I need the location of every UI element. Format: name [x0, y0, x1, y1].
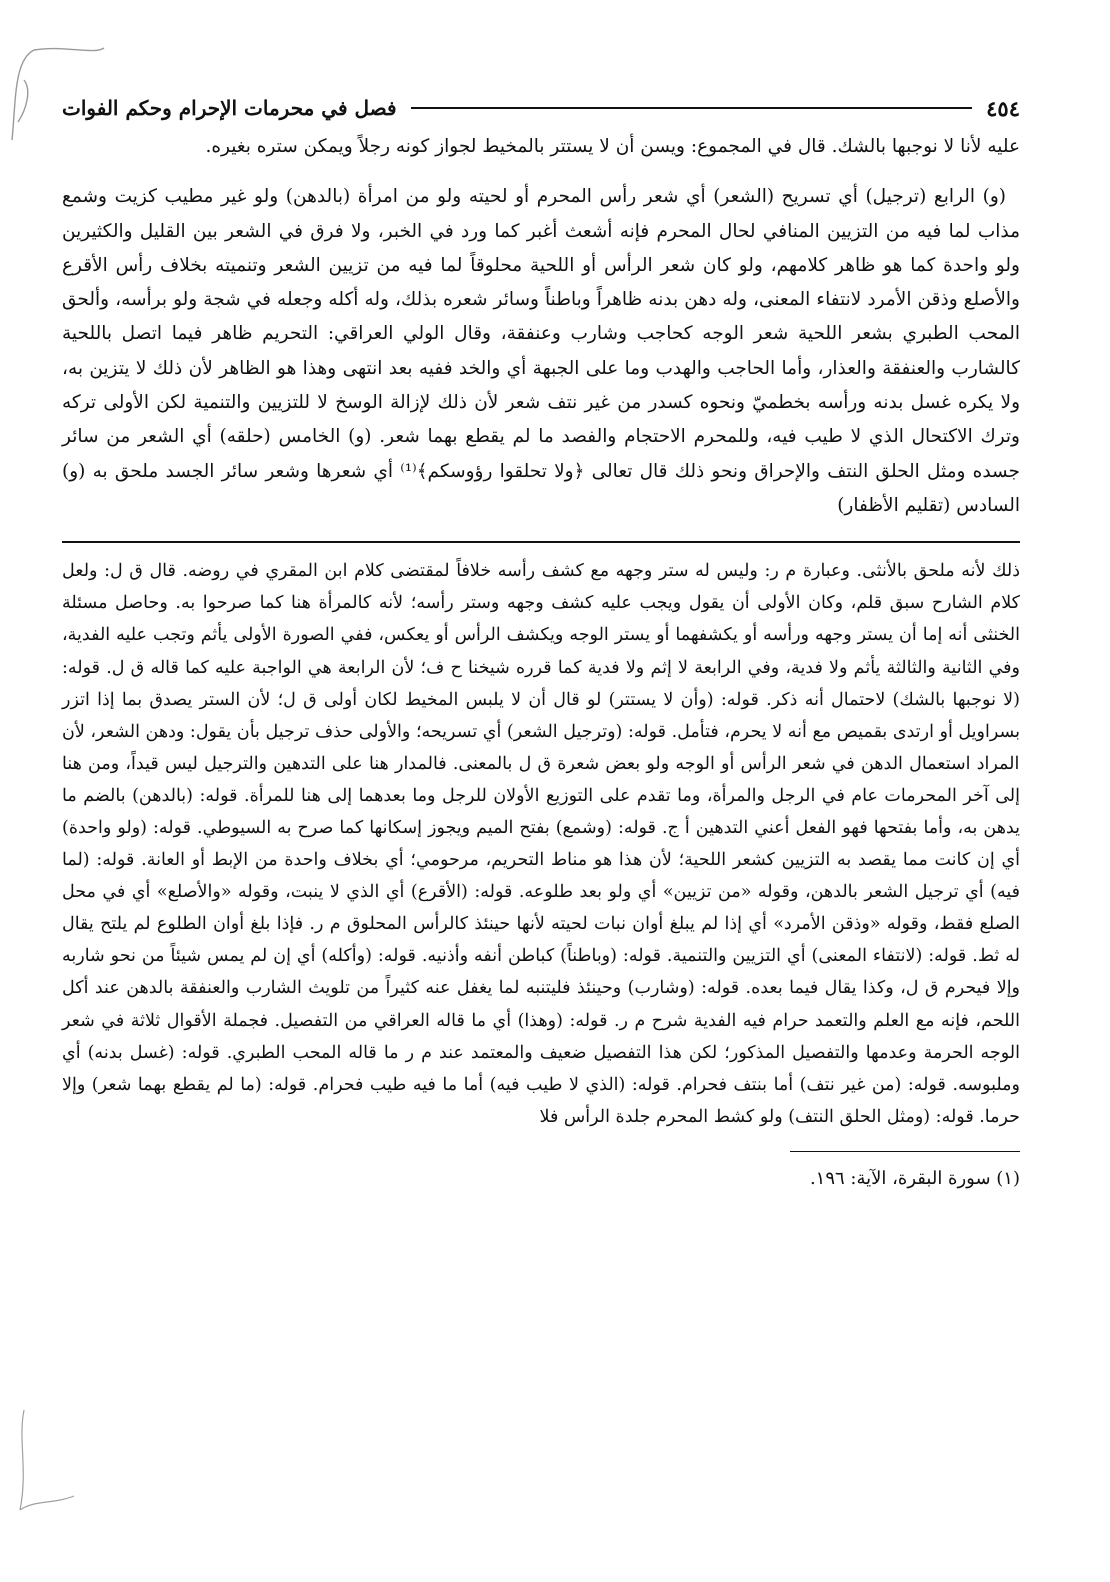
commentary-notes: [62, 555, 1020, 1133]
main-line: ونحو ذلك قال تعالى ﴿ولا تحلقوا رؤوسكم﴾⁽¹⁾ أي شعرها وشعر سائر الجسد ملحق به (و) السادس (تقليم الأظفار): [62, 460, 1020, 516]
page: [62, 92, 1020, 1194]
note-line: لم يبلغ أوان نبات لحيته لأنها حينئذ كالرأس المحلوق م ر. فإذا بلغ أوان الطلوع لم يلتح يقال له ثط. قوله: (لانتفاء: [62, 914, 1020, 967]
note-line: (بالدهن) بالضم ما يدهن به، وأما بفتحها فهو الفعل أعني التدهين أ ج. قوله: (وشمع) بفتح الميم ويجوز إسكانها كما: [62, 785, 1021, 839]
note-line: ففي الصورة الأولى يأثم وتجب عليه الفدية، وفي الثانية والثالثة يأثم ولا فدية، وفي الرابعة لا إثم ولا فدية كما قرره: [62, 625, 1020, 678]
note-line: شيخنا ح ف؛ لأن الرابعة هي الواجبة عليه كما قاله ق ل. قوله: (لا نوجبها بالشك) لاحتمال أنه ذكر. قوله: (وأن لا: [62, 657, 1020, 710]
note-line: الدهن في شعر الرأس أو الوجه ولو بعض شعرة ق ل بالمعنى. فالمدار هنا على التدهين والترجيل ليس قيداً، ومن هنا: [62, 753, 903, 774]
footnote: (١) سورة البقرة، الآية: ١٩٦.: [809, 1167, 1020, 1189]
main-line: بين القليل والكثيرين ولو واحدة كما هو ظاهر كلامهم، ولو كان شعر الرأس أو اللحية محلوقاً لما فيه من تزيين الشعر: [62, 220, 1020, 276]
note-line: فيحرم ق ل، وكذا يقال فيما بعده. قوله: (وشارب) وحينئذ فليتنبه لما يغفل عنه كثيراً من تلويث الشارب والعنفقة بالدهن: [119, 978, 991, 999]
running-header: [62, 92, 1020, 124]
note-line: قال ق ل: ولعل كلام الشارح سبق قلم، وكان الأولى أن يقول ويجب عليه كشف وجهه وستر رأسه؛ لأنه كالمرأة هنا كما: [62, 561, 1020, 614]
note-line: يحرم، فتأمل. قوله: (وترجيل الشعر) أي تسريحه؛ والأولى حذف ترجيل بأن يقول: ودهن الشعر، لأن المراد استعمال: [62, 721, 1020, 774]
note-line: ذلك لأنه ملحق بالأنثى. وعبارة م ر: وليس له ستر وجهه مع كشف رأسه خلافاً لمقتضى كلام ابن المقري في روضه.: [175, 561, 1020, 582]
main-line: الاحتجام والفصد ما لم يقطع بهما شعر. (و) الخامس (حلقه) أي الشعر من سائر جسده ومثل الحلق النتف والإحراق: [62, 426, 1020, 482]
header-rule: [411, 107, 973, 109]
main-line: أي والخد ففيه بعد انتهى وهذا هو الظاهر لأن ذلك لا يتزين به، ولا يكره غسل بدنه ورأسه بخطميّ ونحوه كسدر من: [62, 357, 1020, 414]
note-line: صرحوا به. وحاصل مسئلة الخنثى أنه إما أن يستر وجهه ورأسه أو يكشفهما أو يستر الوجه ويكشف الرأس أو يعكس،: [62, 593, 1020, 646]
main-line: وتنميته بخلاف رأس الأقرع والأصلع وذقن الأمرد لانتفاء المعنى، وله دهن بدنه ظاهراً وباطناً وسائر شعره بذلك،: [62, 254, 1020, 311]
note-line: إلى آخر المحرمات عام في الرجل والمرأة، وما تقدم على التوزيع الأولان للرجل وما بعدهما إلى هنا للمرأة. قوله:: [193, 785, 1020, 806]
note-line: صرح به السيوطي. قوله: (ولو واحدة) أي إن كانت مما يقصد به التزيين كشعر اللحية؛ لأن هذا هو مناط التحريم،: [62, 818, 1021, 871]
footnote-rule: [790, 1151, 1020, 1152]
note-line: مرحومي؛ أي بخلاف واحدة من الإبط أو العانة. قوله: (لما فيه) أي ترجيل الشعر بالدهن، وقوله «من تزيين» أي ولو: [62, 850, 1020, 903]
note-line: المحب الطبري. قوله: (غسل بدنه) أي وملبوسه. قوله: (من غير نتف) أما بنتف فحرام. قوله: (الذي لا طيب فيه) أما ما: [62, 1042, 1020, 1095]
margin-ornament-lower: [4, 1400, 84, 1520]
commentary-paragraph: [62, 555, 1020, 1133]
main-paragraph-2: [62, 180, 1020, 523]
note-line: عند أكل اللحم، فإنه مع العلم والتعمد حرام فيه الفدية شرح م ر. قوله: (وهذا) أي ما قاله العراقي من التفصيل. فجملة: [62, 978, 1020, 1031]
page-number: ٤٥٤: [986, 95, 1020, 121]
main-line: كزيت وشمع مذاب لما فيه من التزيين المنافي لحال المحرم فإنه أشعث أغبر كما ورد في الخبر، ولا فرق في الشعر: [62, 186, 1021, 242]
main-line: وله أكله وجعله في شجة ولو برأسه، وألحق المحب الطبري بشعر اللحية شعر الوجه كحاجب وشارب وعنفقة، وقال: [62, 289, 1020, 345]
note-line: المعنى) أي التزيين والتنمية. قوله: (وباطناً) كباطن أنفه وأذنيه. قوله: (وأكله) أي إن لم يمس شيئاً من نحو شاربه وإلا: [62, 946, 1021, 999]
main-text: [62, 130, 1020, 523]
main-paragraph-1: عليه لأنا لا نوجبها بالشك. قال في المجموع: ويسن أن لا يستتر بالمخيط لجواز كونه رجلاً ويمكن ستره بغيره.: [205, 136, 1020, 157]
main-line: غير نتف شعر لأن ذلك لإزالة الوسخ لا للتزيين والتنمية لكن الأولى تركه وترك الاكتحال الذي لا طيب فيه، وللمحرم: [62, 392, 1020, 448]
running-title: فصل في محرمات الإحرام وحكم الفوات: [62, 96, 397, 120]
main-line: (و) الرابع (ترجيل) أي تسريح (الشعر) أي شعر رأس المحرم أو لحيته ولو من امرأة (بالدهن) ولو غير مطيب: [156, 186, 1006, 208]
main-line: الولي العراقي: التحريم ظاهر فيما اتصل باللحية كالشارب والعنفقة والعذار، وأما الحاجب والهدب وما على الجبهة: [62, 323, 1021, 379]
note-line: الأقوال ثلاثة في شعر الوجه الحرمة وعدمها والتفصيل المذكور؛ لكن هذا التفصيل ضعيف والمعتمد عند م ر ما قاله: [62, 1010, 1020, 1063]
note-line: بعد طلوعه. قوله: (الأقرع) أي الذي لا ينبت، وقوله «والأصلع» أي في محل الصلع فقط، وقوله «وذقن الأمرد» أي إذا: [62, 882, 1020, 935]
text-notes-divider: [62, 541, 1020, 543]
note-line: فيه طيب فحرام. قوله: (ما لم يقطع بهما شعر) وإلا حرما. قوله: (ومثل الحلق النتف) ولو كشط المحرم جلدة الرأس فلا: [62, 1074, 1020, 1127]
note-line: يستتر) لو قال أن لا يلبس المخيط لكان أولى ق ل؛ لأن الستر يصدق بما إذا اتزر بسراويل أو ارتدى بقميص مع أنه لا: [62, 689, 1020, 742]
